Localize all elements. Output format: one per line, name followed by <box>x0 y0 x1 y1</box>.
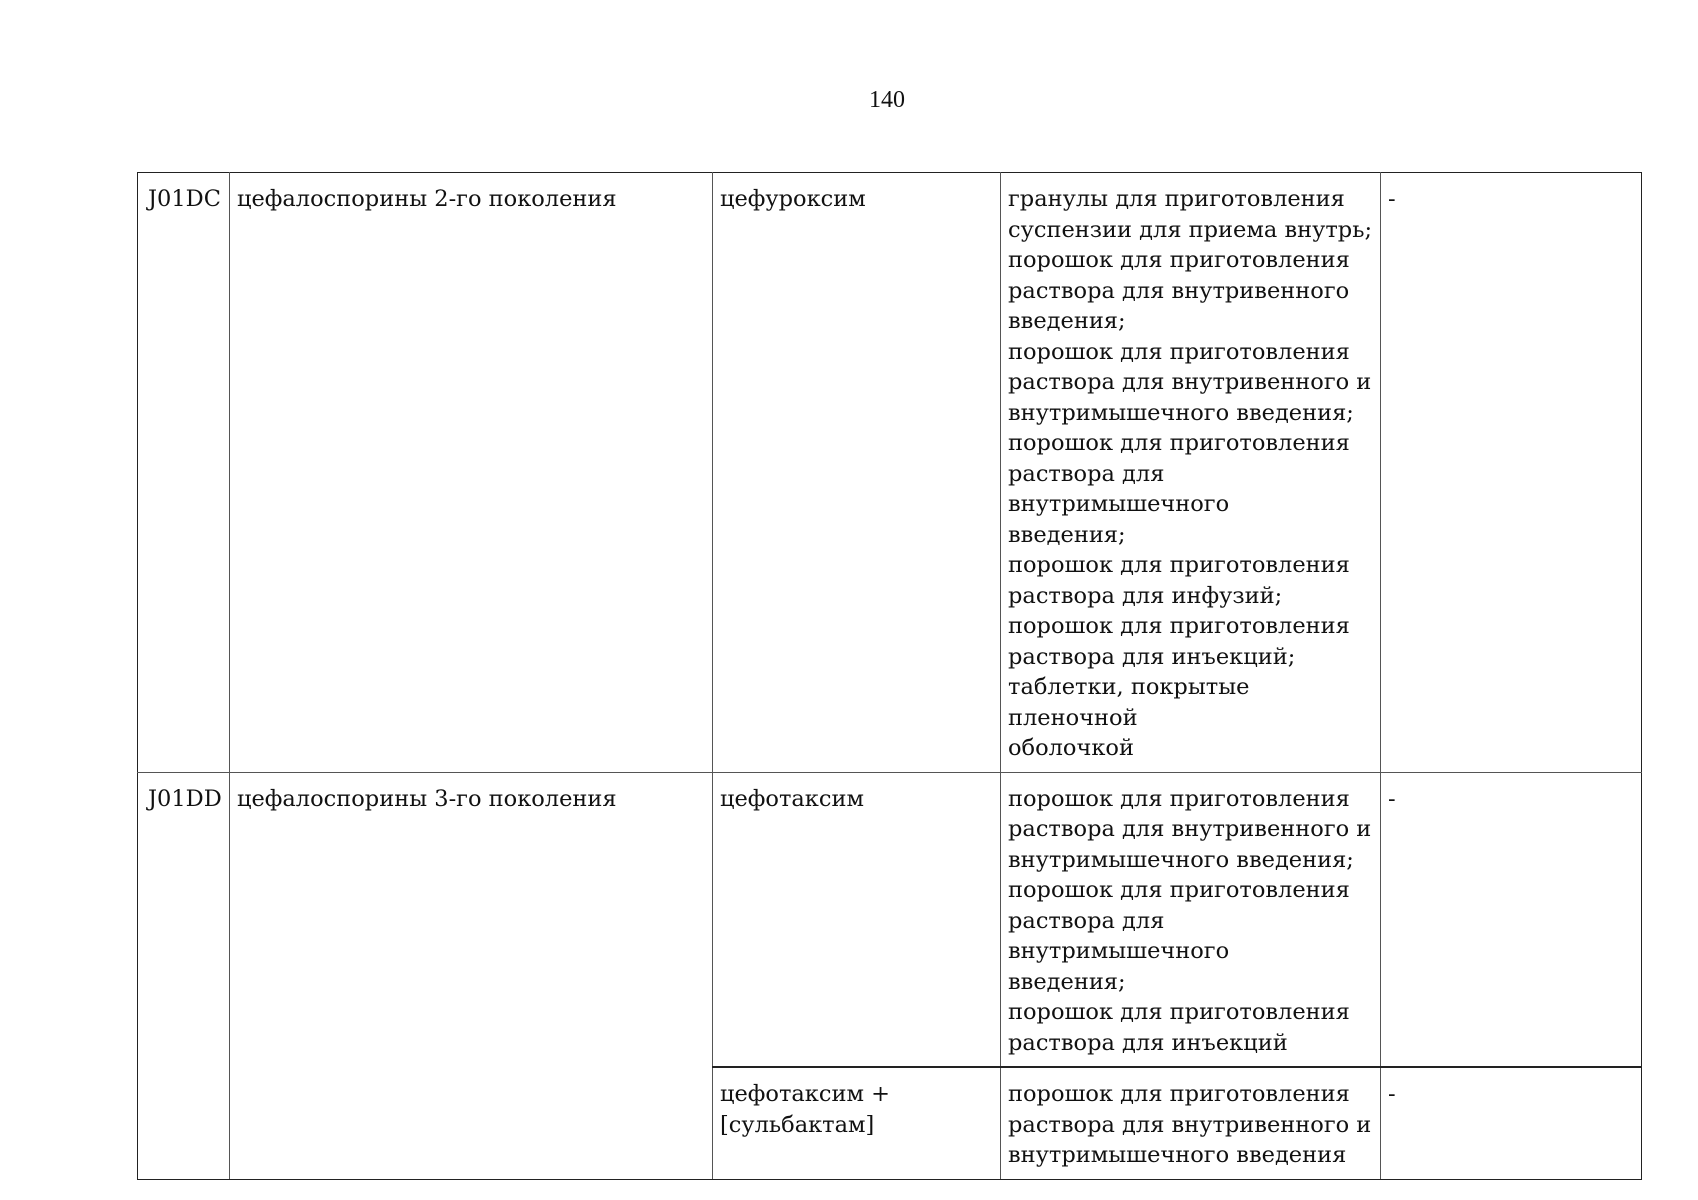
note-cell: - <box>1381 173 1642 773</box>
atc-code-cell: J01DC <box>138 173 230 773</box>
note-cell: - <box>1381 772 1642 1067</box>
atc-code-cell: J01DD <box>138 772 230 1180</box>
drug-name-cell: цефотаксим <box>713 772 1001 1067</box>
page-number: 140 <box>869 87 905 113</box>
dosage-form-cell: порошок для приготовления раствора для внутривенного и внутримышечного введения; порошок для приготовления раствора для внутримышечного введения; порошок для приготовления раствора для инъекций <box>1001 772 1381 1067</box>
group-name-cell: цефалоспорины 3-го поколения <box>230 772 713 1180</box>
group-name-cell: цефалоспорины 2-го поколения <box>230 173 713 773</box>
table-row <box>138 173 1642 773</box>
drug-name-cell: цефуроксим <box>713 173 1001 773</box>
dosage-form-cell: гранулы для приготовления суспензии для приема внутрь; порошок для приготовления раствора для внутривенного введения; порошок для приготовления раствора для внутривенного и внутримышечного введения; порошок для приготовления раствора для внутримышечного введения; порошок для приготовления раствора для инфузий; порошок для приготовления раствора для инъекций; таблетки, покрытые пленочной оболочкой <box>1001 173 1381 773</box>
drug-table <box>137 172 1642 1180</box>
drug-name-cell: цефотаксим + [сульбактам] <box>713 1067 1001 1180</box>
table-row <box>138 772 1642 1067</box>
note-cell: - <box>1381 1067 1642 1180</box>
dosage-form-cell: порошок для приготовления раствора для внутривенного и внутримышечного введения <box>1001 1067 1381 1180</box>
